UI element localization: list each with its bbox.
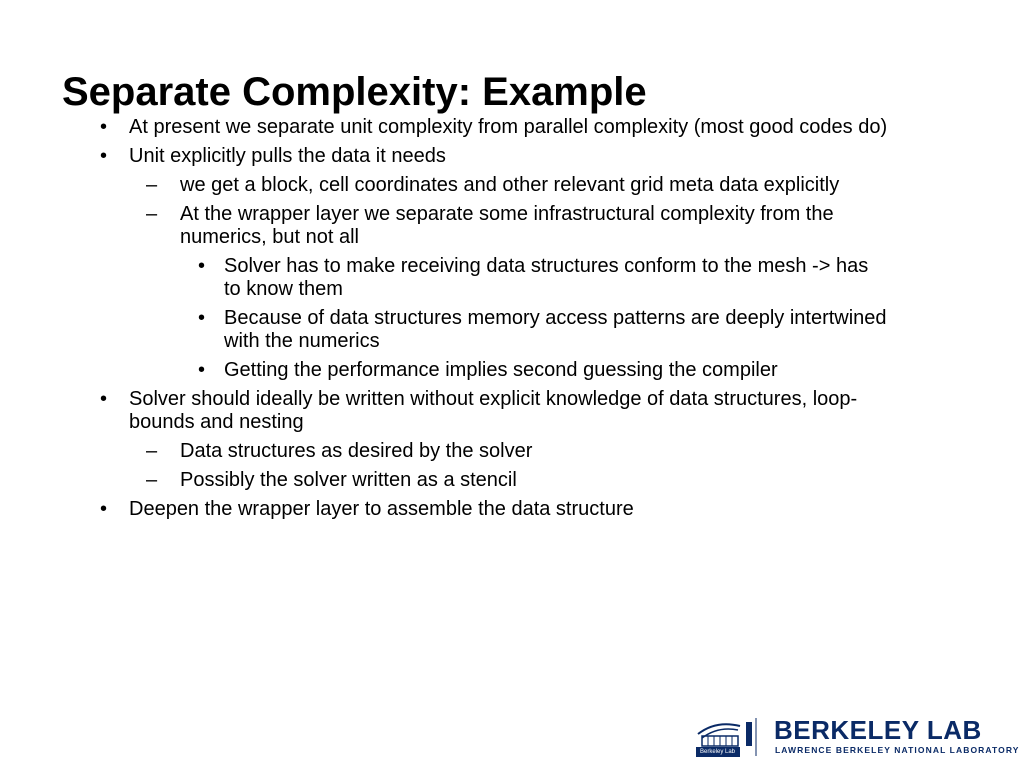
logo-subtitle: LAWRENCE BERKELEY NATIONAL LABORATORY (775, 745, 1020, 755)
bullet-marker: • (100, 388, 108, 410)
bullet-item (100, 145, 890, 168)
bullet-marker: – (146, 203, 158, 225)
bullet-text: At the wrapper layer we separate some infrastructural complexity from the numerics, but not all (180, 203, 834, 248)
bullet-list (100, 116, 890, 527)
bullet-text: we get a block, cell coordinates and other relevant grid meta data explicitly (180, 174, 840, 196)
sub-bullet-item (100, 203, 890, 249)
bullet-item (100, 498, 890, 521)
bullet-marker: • (100, 116, 108, 138)
bullet-marker: • (198, 359, 206, 381)
sub-bullet-item (100, 440, 890, 463)
logo-name: BERKELEY LAB (774, 715, 982, 745)
bullet-text: Possibly the solver written as a stencil (180, 469, 517, 491)
bullet-text: Because of data structures memory access patterns are deeply intertwined with the numerics (224, 307, 887, 352)
sub-sub-bullet-item (100, 359, 890, 382)
bullet-marker: – (146, 174, 158, 196)
sub-bullet-item (100, 469, 890, 492)
bullet-marker: • (100, 145, 108, 167)
bullet-marker: • (198, 255, 206, 277)
bullet-marker: – (146, 469, 158, 491)
bullet-item (100, 116, 890, 139)
bullet-text: Data structures as desired by the solver (180, 440, 533, 462)
slide-title: Separate Complexity: Example (62, 70, 647, 114)
bullet-marker: – (146, 440, 158, 462)
bullet-text: Unit explicitly pulls the data it needs (129, 145, 446, 167)
berkeley-lab-logo (696, 714, 1020, 760)
bullet-text: Solver should ideally be written without explicit knowledge of data structures, loop-bounds and nesting (129, 388, 858, 433)
bullet-text: Solver has to make receiving data structures conform to the mesh -> has to know them (224, 255, 869, 300)
bullet-marker: • (198, 307, 206, 329)
sub-sub-bullet-item (100, 255, 890, 301)
sub-bullet-item (100, 174, 890, 197)
logo-mark-text: Berkeley Lab (700, 749, 736, 755)
bullet-item (100, 388, 890, 434)
bullet-text: Getting the performance implies second guessing the compiler (224, 359, 778, 381)
bullet-text: At present we separate unit complexity from parallel complexity (most good codes do) (129, 116, 888, 138)
bullet-text: Deepen the wrapper layer to assemble the data structure (129, 498, 634, 520)
bullet-marker: • (100, 498, 108, 520)
sub-sub-bullet-item (100, 307, 890, 353)
